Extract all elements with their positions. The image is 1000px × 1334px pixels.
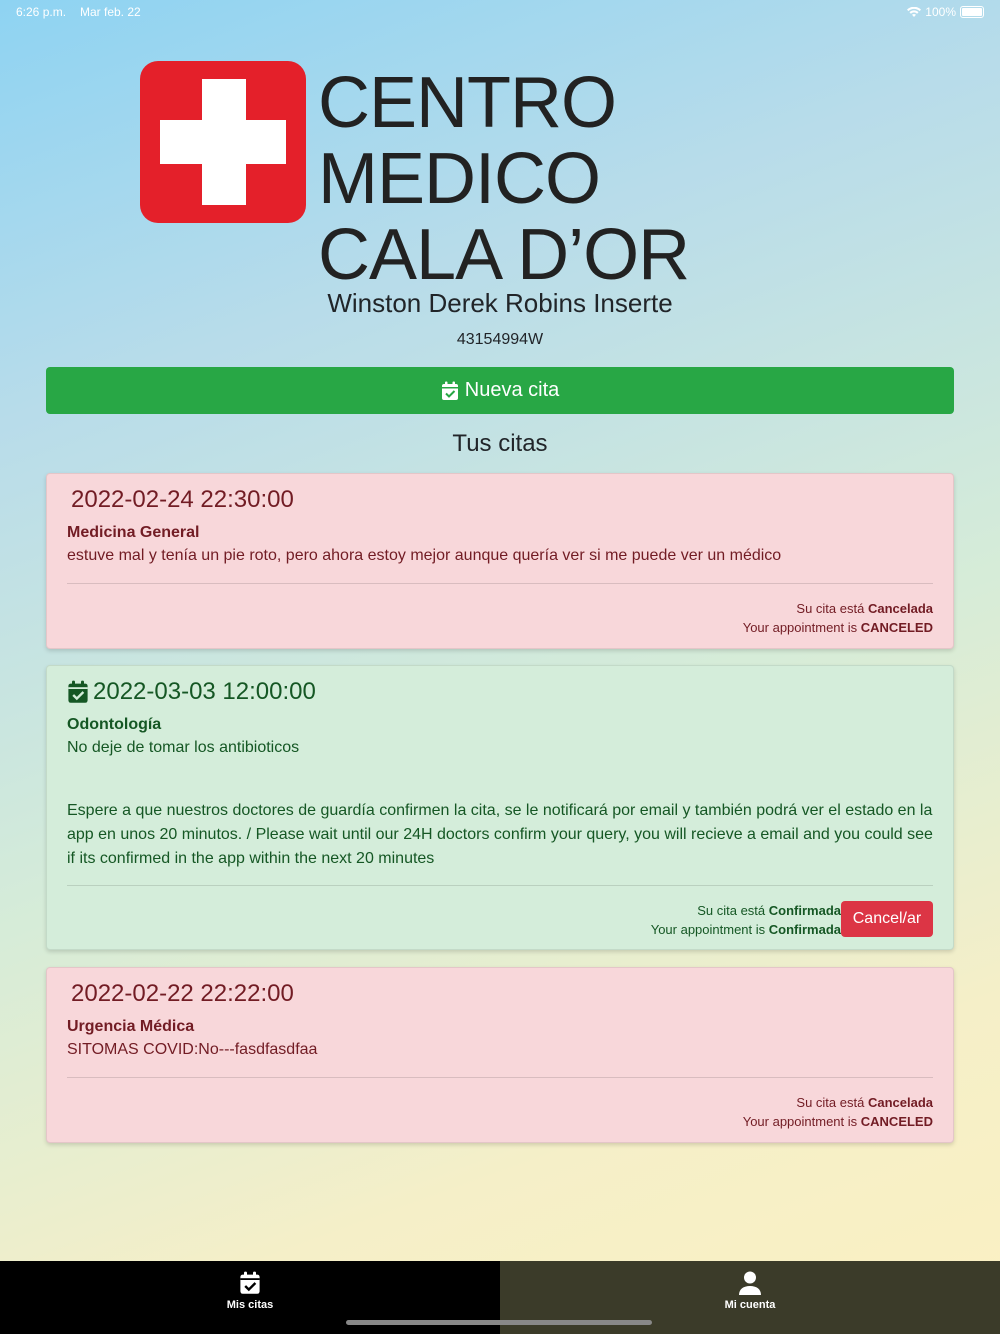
appointment-specialty: Medicina General	[67, 524, 200, 541]
battery-icon	[960, 6, 984, 18]
logo-line-2: CALA D’OR	[318, 215, 690, 295]
clinic-logo-text	[318, 65, 850, 293]
appointment-status: Su cita está Cancelada Your appointment is CANCELED	[742, 601, 933, 635]
appointment-datetime: 2022-02-22 22:22:00	[71, 980, 294, 1007]
wifi-icon	[907, 7, 921, 18]
status-en: CANCELED	[860, 620, 933, 635]
status-es: Confirmada	[768, 903, 841, 918]
new-appointment-label: Nueva cita	[464, 379, 560, 401]
appointment-card	[46, 967, 954, 1143]
cancel-appointment-button[interactable]: Cancel/ar	[841, 901, 933, 937]
calendar-check-icon	[67, 680, 89, 704]
status-es: Cancelada	[867, 601, 933, 616]
appointment-card	[46, 473, 954, 649]
appointment-specialty: Urgencia Médica	[67, 1018, 195, 1035]
appointment-note: Espere a que nuestros doctores de guardía confirmen la cita, se le notificará por email y también podrá ver el estado en la app en unos 20 minutos. / Please wait until our 24H doctors confirm your query, you will recieve a email and you could see if its confirmed in the app within the next 20 minutes	[67, 802, 933, 867]
status-time: 6:26 p.m.	[16, 5, 67, 19]
appointment-datetime: 2022-03-03 12:00:00	[67, 678, 316, 706]
calendar-check-icon	[441, 381, 459, 401]
patient-name: Winston Derek Robins Inserte	[327, 288, 673, 318]
logo-line-1: CENTRO MEDICO	[318, 63, 616, 219]
tab-label: Mi cuenta	[724, 1299, 776, 1311]
tab-label: Mis citas	[226, 1299, 274, 1311]
appointment-datetime: 2022-02-24 22:30:00	[71, 486, 294, 513]
calendar-check-icon	[239, 1271, 261, 1295]
battery-percent: 100%	[925, 5, 956, 19]
status-en: Confirmada	[768, 922, 841, 937]
home-indicator	[346, 1320, 652, 1325]
appointment-card	[46, 665, 954, 950]
appointment-description: SITOMAS COVID:No---fasdfasdfaa	[67, 1041, 318, 1058]
appointment-status: Su cita está Confirmada Your appointment is Confirmada	[650, 903, 841, 937]
appointment-description: estuve mal y tenía un pie roto, pero ahora estoy mejor aunque quería ver si me puede ver un médico	[67, 547, 782, 564]
appointment-status: Su cita está Cancelada Your appointment is CANCELED	[742, 1095, 933, 1129]
status-right	[907, 5, 984, 19]
status-bar	[0, 0, 1000, 24]
red-cross-icon	[140, 61, 306, 223]
status-date: Mar feb. 22	[80, 5, 141, 19]
divider	[67, 1077, 933, 1078]
user-icon	[739, 1271, 761, 1295]
appointment-specialty: Odontología	[67, 716, 162, 733]
patient-id: 43154994W	[456, 331, 544, 348]
divider	[67, 583, 933, 584]
status-en: CANCELED	[860, 1114, 933, 1129]
appointments-title: Tus citas	[452, 430, 548, 457]
status-es: Cancelada	[867, 1095, 933, 1110]
clinic-logo	[140, 61, 850, 295]
new-appointment-button[interactable]	[46, 367, 954, 414]
appointment-description: No deje de tomar los antibioticos	[67, 739, 300, 756]
divider	[67, 885, 933, 886]
